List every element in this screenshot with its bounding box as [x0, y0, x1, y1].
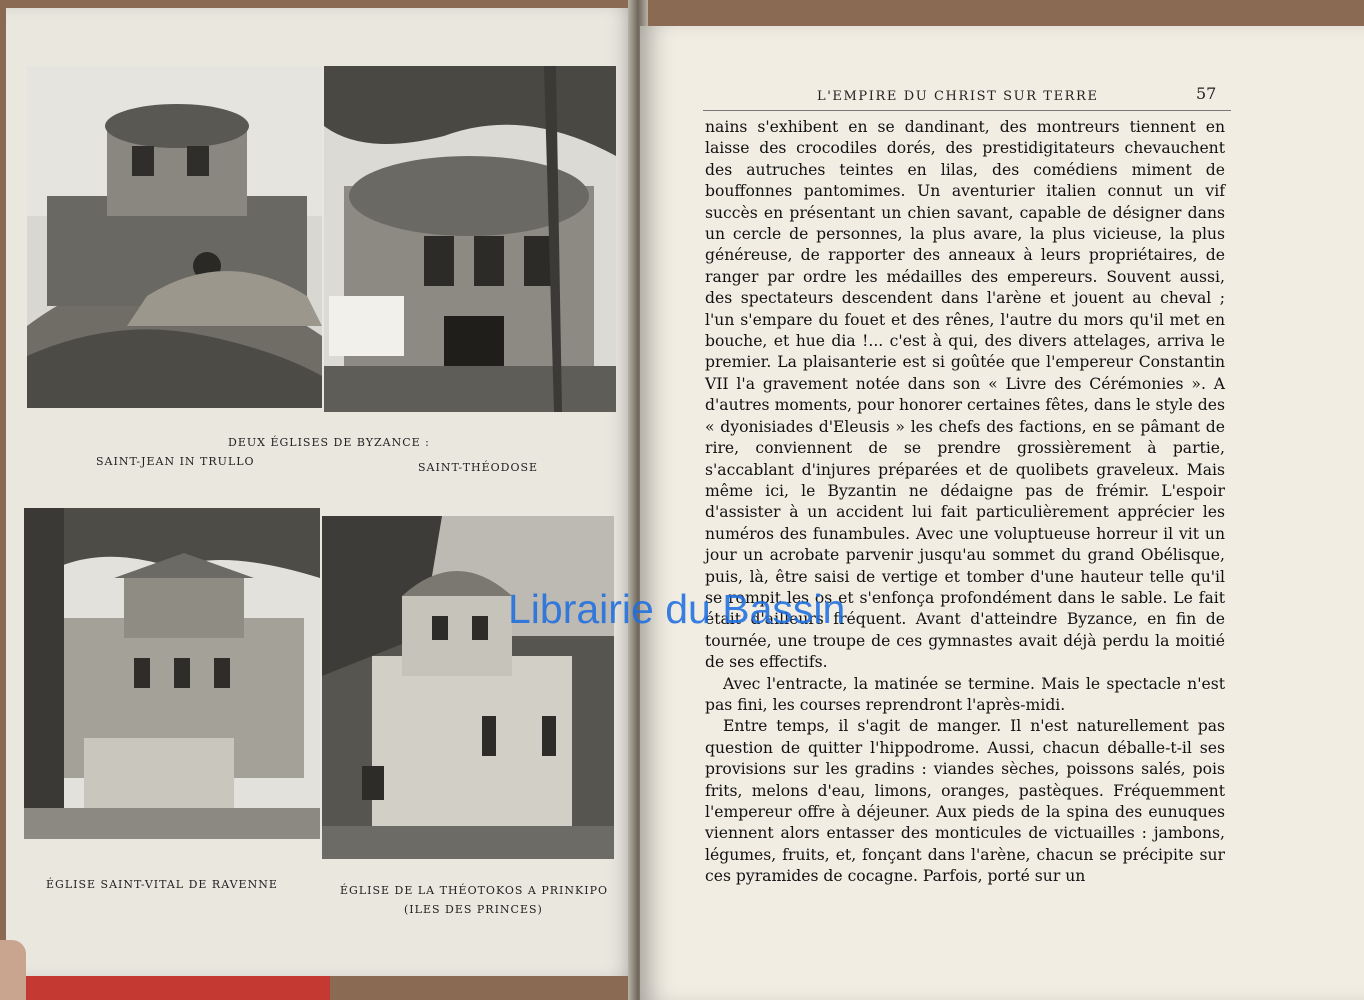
paragraph-1: nains s'exhibent en se dandinant, des montreurs tiennent en laisse des crocodiles dorés, des prestidigitateurs chevauchent des autruches teintes en lilas, des comédiens miment de bouffonnes pantomimes. Un aventurier italien connut un vif succès en présentant un chien savant, capable de désigner dans un cercle de personnes, la plus avare, la plus vicieuse, la plus généreuse, de rapporter des anneaux à leurs propriétaires, de ranger par ordre les médailles des empereurs. Souvent aussi, des spectateurs descendent dans l'arène et jouent au cheval ; l'un s'empare du fouet et des rênes, l'autre du mors qu'il met en bouche, et hue dia !... c'est à qui, des divers attelages, arriva le premier. La plaisanterie est si goûtée que l'empereur Constantin VII l'a gravement notée dans son « Livre des Cérémonies ». A d'autres moments, pour honorer certaines fêtes, dans le style des « dyonisiades d'Eleusis » les chefs des factions, en se pâmant de rire, conviennent de se prendre grossièrement à partie, s'accablant d'injures préparées et de quolibets graveleux. Mais même ici, le Byzantin ne dédaigne pas de frémir. L'espoir d'assister à un accident lui fait particulièrement apprécier les numéros des funambules. Avec une voluptueuse horreur il vit un jour un acrobate parvenir jusqu'au sommet du grand Obélisque, puis, là, être saisi de vertige et tomber d'une hauteur telle qu'il se rompit les os et s'enfonça profondément dans le sable. Le fait était d'ailleurs fréquent. Avant d'atteindre Byzance, en fin de tournée, une troupe de ces gymnastes avait déjà perdu la moitié de ses effectifs.	[705, 118, 1225, 672]
running-head: L'EMPIRE DU CHRIST SUR TERRE	[817, 89, 1099, 104]
paragraph-3: Entre temps, il s'agit de manger. Il n'est naturellement pas question de quitter l'hippodrome. Aussi, chacun déballe-t-il ses provisions sur les gradins : viandes sèches, poissons salés, pois frits, melons d'eau, limons, oranges, pastèques. Fréquemment l'empereur offre à déjeuner. Aux pieds de la spina des eunuques viennent alors entasser des monticules de victuailles : jambons, légumes, fruits, et, fonçant dans l'arène, chacun se précipite sur ces pyramides de cocagne. Parfois, porté sur un	[705, 717, 1225, 886]
caption-pair-title: DEUX ÉGLISES DE BYZANCE :	[228, 436, 430, 449]
body-text	[705, 117, 1225, 888]
caption-saint-jean: SAINT-JEAN IN TRULLO	[96, 455, 255, 468]
head-rule	[703, 110, 1231, 111]
watermark: Librairie du Bassin	[508, 586, 846, 632]
photo-saint-theodose	[324, 66, 616, 412]
thumb	[0, 940, 26, 1000]
paragraph-2: Avec l'entracte, la matinée se termine. Mais le spectacle n'est pas fini, les courses reprendront l'après-midi.	[705, 674, 1225, 714]
caption-saint-theodose: SAINT-THÉODOSE	[418, 461, 539, 474]
caption-theotokos-sub: (ILES DES PRINCES)	[404, 903, 543, 916]
caption-theotokos: ÉGLISE DE LA THÉOTOKOS A PRINKIPO	[340, 884, 609, 897]
photo-saint-vital-ravenne	[24, 508, 320, 839]
caption-saint-vital: ÉGLISE SAINT-VITAL DE RAVENNE	[46, 878, 278, 891]
photo-theotokos-prinkipo	[322, 516, 614, 859]
page-number: 57	[1196, 84, 1217, 103]
photo-saint-jean-in-trullo	[27, 66, 322, 408]
